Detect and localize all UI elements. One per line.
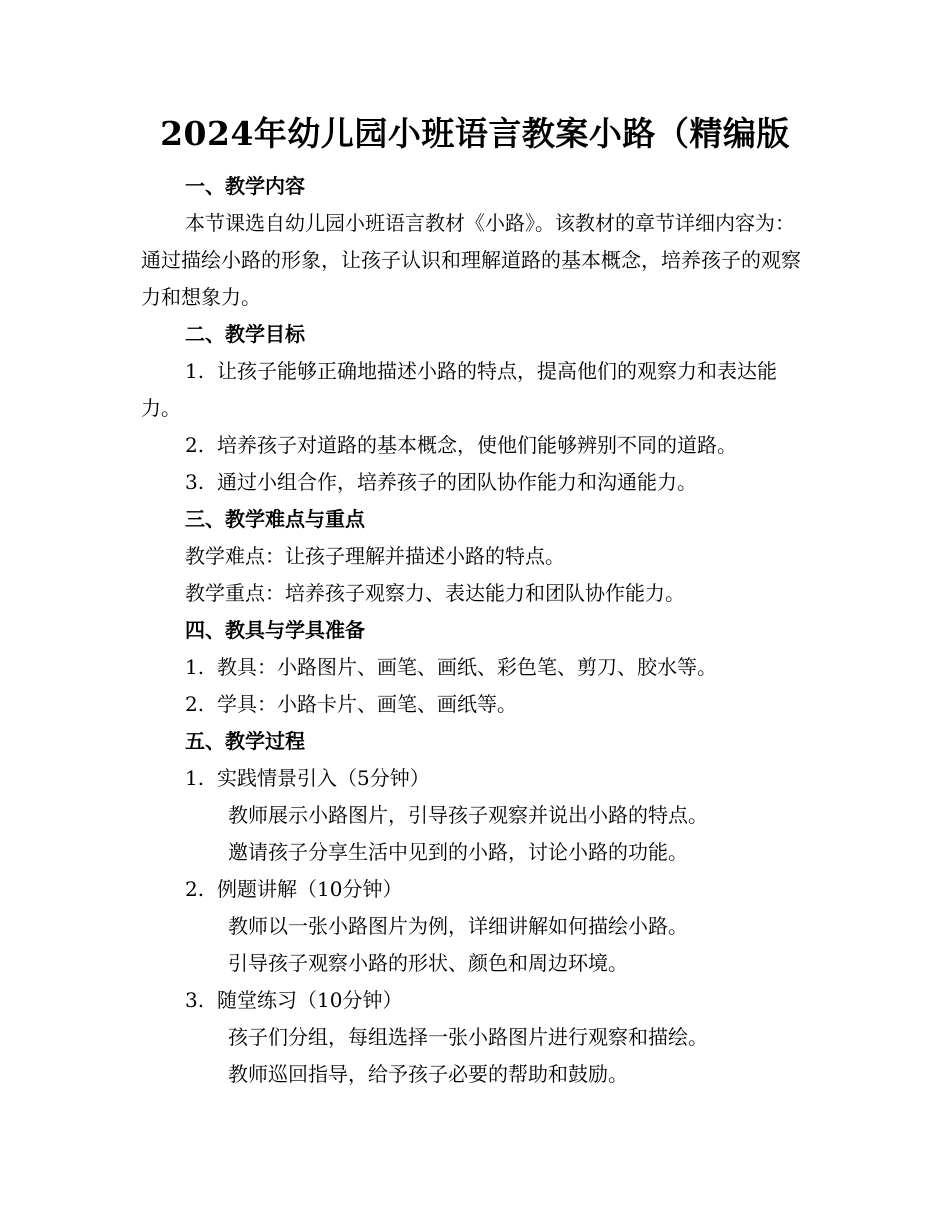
focus-line: 教学难点：让孩子理解并描述小路的特点。 [185,544,565,568]
objective-number: 1. [185,359,205,383]
materials-item [141,649,809,686]
process-substep: 教师以一张小路图片为例，详细讲解如何描绘小路。 [228,914,688,938]
section-heading-materials: 四、教具与学具准备 [185,618,365,642]
section-heading-process: 五、教学过程 [185,729,305,753]
process-step-text: 实践情景引入（5分钟） [217,766,430,790]
process-step-text: 例题讲解（10分钟） [217,877,403,901]
process-substep: 教师展示小路图片，引导孩子观察并说出小路的特点。 [228,803,708,827]
objective-number: 3. [185,470,205,494]
process-substep: 引导孩子观察小路的形状、颜色和周边环境。 [228,951,628,975]
objective-number: 2. [185,433,205,457]
document-title: 2024年幼儿园小班语言教案小路（精编版 [160,114,790,153]
process-step-number: 2. [185,877,205,901]
materials-text: 学具：小路卡片、画笔、画纸等。 [217,692,517,716]
objective-text: 通过小组合作，培养孩子的团队协作能力和沟通能力。 [217,470,697,494]
focus-line: 教学重点：培养孩子观察力、表达能力和团队协作能力。 [185,581,685,605]
objective-item [141,464,809,501]
objective-item [141,427,809,464]
process-step [141,982,809,1019]
section-heading-focus: 三、教学难点与重点 [185,507,365,531]
materials-item [141,686,809,723]
materials-number: 2. [185,692,205,716]
materials-text: 教具：小路图片、画笔、画纸、彩色笔、剪刀、胶水等。 [217,655,717,679]
process-step-text: 随堂练习（10分钟） [217,988,403,1012]
document-body [141,168,809,1093]
process-step [141,760,809,797]
process-step-number: 3. [185,988,205,1012]
materials-number: 1. [185,655,205,679]
process-substep: 孩子们分组，每组选择一张小路图片进行观察和描绘。 [228,1025,708,1049]
process-substep: 教师巡回指导，给予孩子必要的帮助和鼓励。 [228,1062,628,1086]
objective-text: 培养孩子对道路的基本概念，使他们能够辨别不同的道路。 [217,433,737,457]
section-heading-content: 一、教学内容 [185,174,305,198]
process-substep: 邀请孩子分享生活中见到的小路，讨论小路的功能。 [228,840,688,864]
process-step-number: 1. [185,766,205,790]
section-heading-objectives: 二、教学目标 [185,322,305,346]
objective-text: 让孩子能够正确地描述小路的特点，提高他们的观察力和表达能力。 [141,359,777,420]
section-paragraph-content: 本节课选自幼儿园小班语言教材《小路》。该教材的章节详细内容为：通过描绘小路的形象，让孩子认识和理解道路的基本概念，培养孩子的观察力和想象力。 [141,211,801,309]
objective-item [141,353,809,427]
process-step [141,871,809,908]
